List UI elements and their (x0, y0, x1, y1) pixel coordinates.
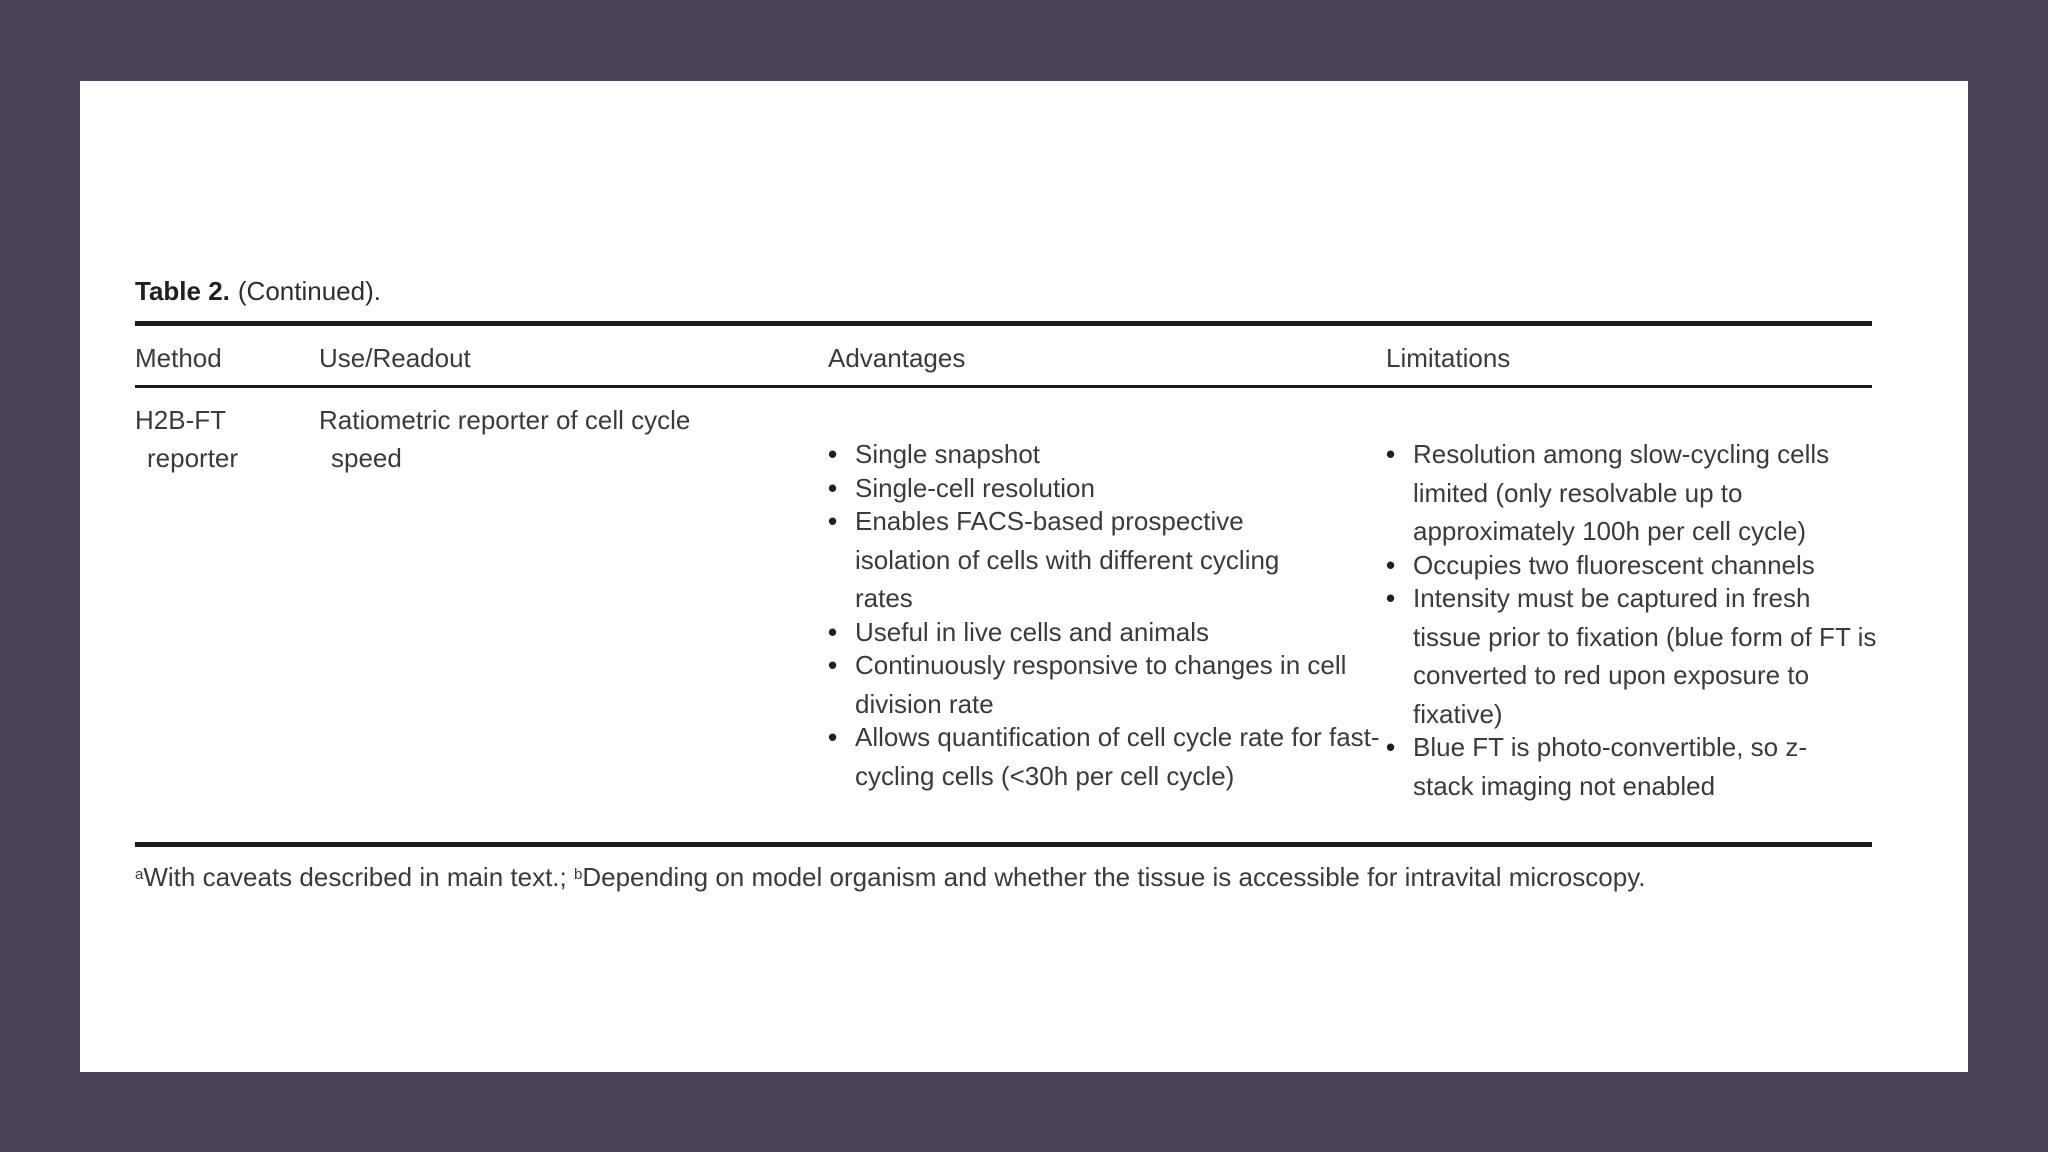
header-use-readout: Use/Readout (319, 343, 471, 373)
use-line-1: Ratiometric reporter of cell cycle (319, 405, 691, 435)
footnote-a-text: With caveats described in main text.; (143, 862, 567, 892)
table-bottom-rule (135, 842, 1872, 847)
list-item: • Blue FT is photo-convertible, so z-stack imaging not enabled (1386, 728, 1833, 805)
method-line-2: reporter (147, 443, 239, 473)
list-item: • Useful in live cells and animals (828, 613, 1368, 652)
document-page (80, 81, 1968, 1072)
list-item: • Occupies two fluorescent channels (1386, 546, 1876, 585)
list-item: • Allows quantification of cell cycle rate for fast-cycling cells (<30h per cell cycle) (828, 718, 1385, 795)
list-item: • Single-cell resolution (828, 469, 1368, 508)
method-line-1: H2B-FT (135, 405, 226, 435)
header-advantages: Advantages (828, 343, 966, 373)
footnote-b-marker: b (573, 866, 583, 883)
cell-use-readout (319, 401, 789, 477)
header-limitations: Limitations (1386, 343, 1511, 373)
header-method: Method (135, 343, 222, 373)
use-line-2: speed (331, 443, 402, 473)
list-item: • Continuously responsive to changes in cell division rate (828, 646, 1350, 723)
table-top-rule (135, 321, 1872, 326)
list-item: • Intensity must be captured in fresh tissue prior to fixation (blue form of FT is converted to red upon exposure to fixative) (1386, 579, 1883, 733)
table-header-rule (135, 385, 1872, 388)
limitations-list (1386, 435, 1876, 800)
table-footnotes (135, 858, 1645, 896)
table-caption-text: (Continued). (237, 276, 381, 306)
list-item: • Enables FACS-based prospective isolation of cells with different cycling rates (828, 502, 1285, 618)
cell-method (135, 401, 295, 477)
table-caption (135, 276, 381, 307)
footnote-a-marker: a (135, 866, 144, 883)
table-caption-label: Table 2. (135, 276, 230, 306)
list-item: • Resolution among slow-cycling cells limited (only resolvable up to approximately 100h per cell cycle) (1386, 435, 1883, 551)
advantages-list (828, 435, 1380, 791)
list-item: • Single snapshot (828, 435, 1368, 474)
footnote-b-text: Depending on model organism and whether the tissue is accessible for intravital microscopy. (582, 862, 1646, 892)
